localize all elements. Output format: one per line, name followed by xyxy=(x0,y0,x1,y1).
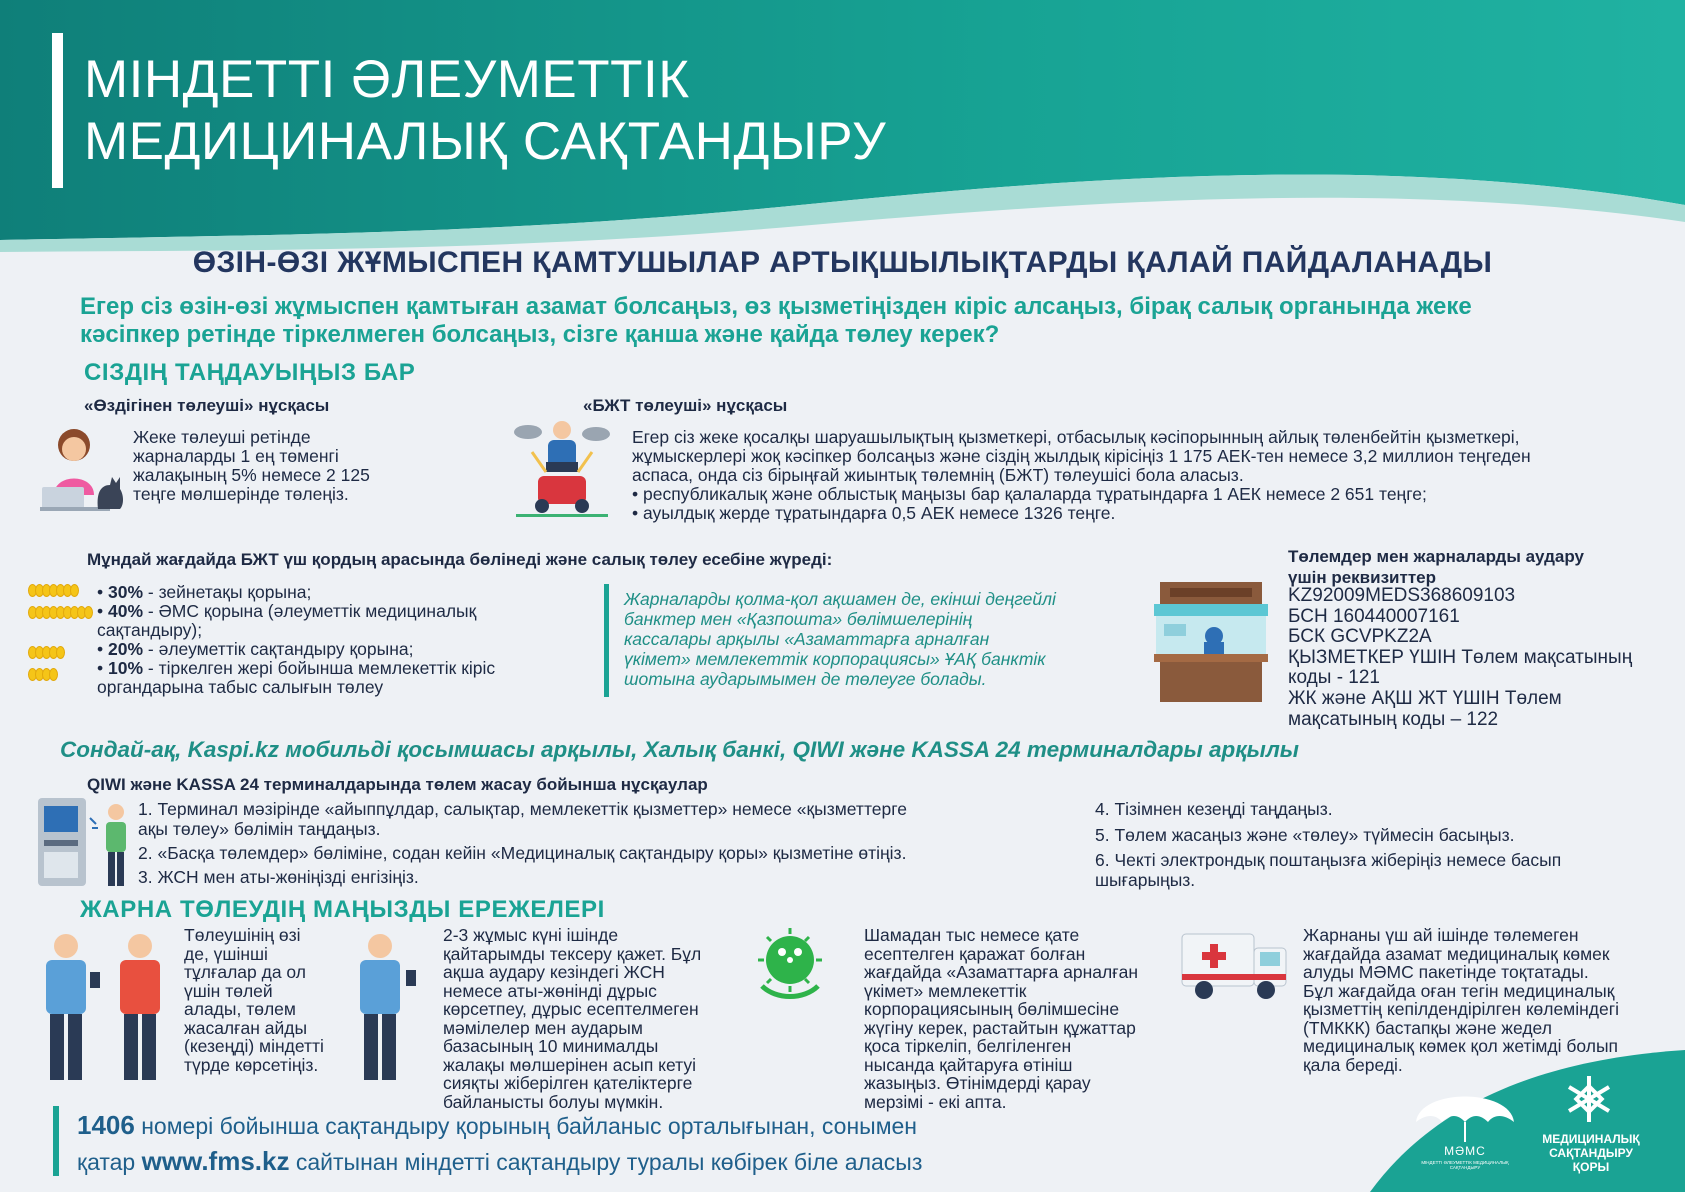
footer-accent-bar xyxy=(53,1106,59,1176)
terminal-steps-right: 4. Тізімнен кезеңді таңдаңыз. 5. Төлем жасаңыз және «төлеу» түймесін басыңыз. 6. Чекті электрондық поштаңызға жіберіңіз немесе басып шығарыңыз. xyxy=(1095,799,1562,890)
ambulance-icon xyxy=(1180,930,1292,1002)
mams-logo-text: МӘМС xyxy=(1444,1144,1486,1158)
mams-umbrella-logo xyxy=(1410,1072,1520,1144)
rule3-text: Шамадан тыс немесе қате есептелген қаражат болған жағдайда «Азаматтарға арналған үкімет» мемлекеттік корпорациясының бөлімшесіне жүгіну керек, растайтын құжаттар қоса тіркеліп, белгіленген нысанда қайтаруға өтініш жазыңыз. Өтінімдерді қарау мерзімі - екі апта. xyxy=(864,925,1139,1112)
fund-logo-text: МЕДИЦИНАЛЫҚ САҚТАНДЫРУ ҚОРЫ xyxy=(1542,1132,1640,1174)
list-item: 3. ЖСН мен аты-жөніңізді енгізіңіз. xyxy=(138,866,419,887)
alternative-payment-channels: Сондай-ақ, Kaspi.kz мобильді қосымшасы арқылы, Халық банкі, QIWI және KASSA 24 терминалдары арқылы xyxy=(60,737,1300,762)
footer-contact-line2: қатар www.fms.kz сайтынан міндетті сақтандыру туралы көбірек біле аласыз xyxy=(77,1146,923,1176)
note-accent-bar xyxy=(604,584,609,697)
title-accent-bar xyxy=(52,33,63,188)
option1-title: «Өздігінен төлеуші» нұсқасы xyxy=(84,396,330,415)
option2-title: «БЖТ төлеуші» нұсқасы xyxy=(583,396,788,415)
website-link[interactable]: www.fms.kz xyxy=(141,1146,290,1176)
distribution-item: • 10% - тіркелген жері бойынша мемлекеттік кіріс xyxy=(97,658,496,678)
distribution-item: • 30% - зейнетақы қорына; xyxy=(97,582,312,602)
terminal-heading: QIWI және KASSA 24 терминалдарында төлем жасау бойынша нұсқаулар xyxy=(87,775,708,794)
rule1-text: Төлеушінің өзі де, үшінші тұлғалар да ол үшін төлей алады, төлем жасалған айды (кезеңді) міндетті түрде көрсетіңіз. xyxy=(184,925,324,1075)
list-item: 2. «Басқа төлемдер» бөліміне, содан кейін «Медициналық сақтандыру қоры» қызметіне өтіңіз. xyxy=(138,843,907,863)
bank-counter-icon xyxy=(1154,582,1268,702)
coin-stack-40 xyxy=(28,606,91,619)
option2-text: Егер сіз жеке қосалқы шаруашылықтың қызметкері, отбасылық кәсіпорынның айлық төленбейтін қызметкері, жұмыскерлері жоқ кәсіпкер болсаңыз және сіздің жылдық кірісіңіз 1 175 АЕК-тен немесе 3,2 миллион теңгеден аспаса, онда сіз бірыңғай жиынтық төлемнің (БЖТ) төлеушісі бола аласыз. • республикалық және облыстық маңызы бар қалаларда тұратындарға 1 АЕК немесе 2 651 теңге; • ауылдық жерде тұратындарға 0,5 АЕК немесе 1326 теңге. xyxy=(632,427,1531,523)
person-phone-icon xyxy=(350,926,430,1086)
rule2-text: 2-3 жұмыс күні ішінде қайтарымды тексеру қажет. Бұл ақша аудару кезіндегі ЖСН немесе аты-жөнінді дұрыс көрсетпеу, дұрыс есептелмеген мәмілелер мен аударым базасының 10 минималды жалақы мөлшерінен асып кетуі сияқты жіберілген қателіктерге байланысты болуы мүмкін. xyxy=(443,925,702,1112)
farmer-mower-icon xyxy=(512,418,614,522)
two-people-icon xyxy=(28,926,178,1086)
distribution-item: • 20% - әлеуметтік сақтандыру қорына; xyxy=(97,639,414,659)
choice-heading: СІЗДІҢ ТАҢДАУЫҢЫЗ БАР xyxy=(84,359,416,386)
distribution-item: • 40% - ӘМС қорына (әлеуметтік медициналық xyxy=(97,601,477,621)
rules-heading: ЖАРНА ТӨЛЕУДІҢ МАҢЫЗДЫ ЕРЕЖЕЛЕРІ xyxy=(80,896,605,923)
terminal-steps-left: 1. Терминал мәзірінде «айыппұлдар, салықтар, мемлекеттік қызметтер» немесе «қызметтерге ақы төлеу» бөлімін таңдаңыз. 2. «Басқа төлемдер» бөліміне, содан кейін «Медициналық сақтандыру қоры» қызметіне өтіңіз. 3. ЖСН мен аты-жөніңізді енгізіңіз. xyxy=(138,799,907,887)
coin-stack-10 xyxy=(28,668,56,681)
list-item: 1. Терминал мәзірінде «айыппұлдар, салықтар, мемлекеттік қызметтер» немесе «қызметтерге xyxy=(138,799,907,819)
rule4-text: Жарнаны үш ай ішінде төлемеген жағдайда азамат медициналық көмек алуды МӘМС пакетінде тоқтатады. Бұл жағдайда оған тегін медициналық қызметтің кепілдендірілген көлеміндегі (ТМККК) бастапқы және жедел медициналық көмек қол жетімді болып қала береді. xyxy=(1303,925,1619,1075)
distribution-list: • 30% - зейнетақы қорына; • 40% - ӘМС қорына (әлеуметтік медициналық сақтандыру); • 20% - әлеуметтік сақтандыру қорына; • 10% - тіркелген жері бойынша мемлекеттік кіріс органдарына табыс салығын төлеу xyxy=(97,583,577,697)
mams-logo-subtext: МІНДЕТТІ ӘЛЕУМЕТТІК МЕДИЦИНАЛЫҚ САҚТАНДЫРУ xyxy=(1421,1160,1509,1170)
payment-terminal-icon xyxy=(36,798,132,888)
question-line2: кәсіпкер ретінде тіркелмеген болсаңыз, сізге қанша және қайда төлеу керек? xyxy=(80,321,1000,348)
list-item: 6. Чекті электрондық поштаңызға жіберіңіз немесе басып xyxy=(1095,850,1562,870)
cash-payment-note: Жарналарды қолма-қол ақшамен де, екінші деңгейлі банктер мен «Қазпошта» бөлімшелерінің кассалары арқылы «Азаматтарға арналған үкімет» мемлекеттік корпорациясы» ҰАҚ банктік шотына аударымымен де төлеуге болады. xyxy=(624,589,1056,689)
main-heading: ӨЗІН-ӨЗІ ЖҰМЫСПЕН ҚАМТУШЫЛАР АРТЫҚШЫЛЫҚТАРДЫ ҚАЛАЙ ПАЙДАЛАНАДЫ xyxy=(192,246,1493,279)
list-item: 4. Тізімнен кезеңді таңдаңыз. xyxy=(1095,799,1333,819)
freelancer-woman-icon xyxy=(40,425,125,513)
option1-text: Жеке төлеуші ретінде жарналарды 1 ең төменгі жалақының 5% немесе 2 125 теңге мөлшерінде төлеңіз. xyxy=(133,427,370,504)
page-title-line1: МІНДЕТТІ ӘЛЕУМЕТТІК xyxy=(84,50,690,109)
requisites-details: KZ92009MEDS368609103 БСН 160440007161 БСК GCVPKZ2A ҚЫЗМЕТКЕР ҮШІН Төлем мақсатының коды - 121 ЖК және АҚШ ЖТ ҮШІН Төлем мақсатының коды – 122 xyxy=(1288,585,1633,730)
coin-stack-20 xyxy=(28,646,63,659)
requisites-heading: Төлемдер мен жарналарды аудару үшін реквизиттер xyxy=(1288,547,1584,587)
list-item: 5. Төлем жасаңыз және «төлеу» түймесін басыңыз. xyxy=(1095,824,1515,845)
coin-stack-30 xyxy=(28,584,77,597)
footer-contact-line1: 1406 номері бойынша сақтандыру қорының байланыс орталығынан, сонымен xyxy=(77,1110,918,1140)
fund-snowflake-logo xyxy=(1562,1072,1616,1126)
page-title-line2: МЕДИЦИНАЛЫҚ САҚТАНДЫРУ xyxy=(84,112,887,171)
family-care-icon xyxy=(752,926,828,1002)
distribution-heading: Мұндай жағдайда БЖТ үш қордың арасында бөлінеді және салық төлеу есебіне жүреді: xyxy=(87,550,833,569)
question-line1: Егер сіз өзін-өзі жұмыспен қамтыған азамат болсаңыз, өз қызметіңізден кіріс алсаңыз, бірақ салық органында жеке xyxy=(80,293,1472,320)
